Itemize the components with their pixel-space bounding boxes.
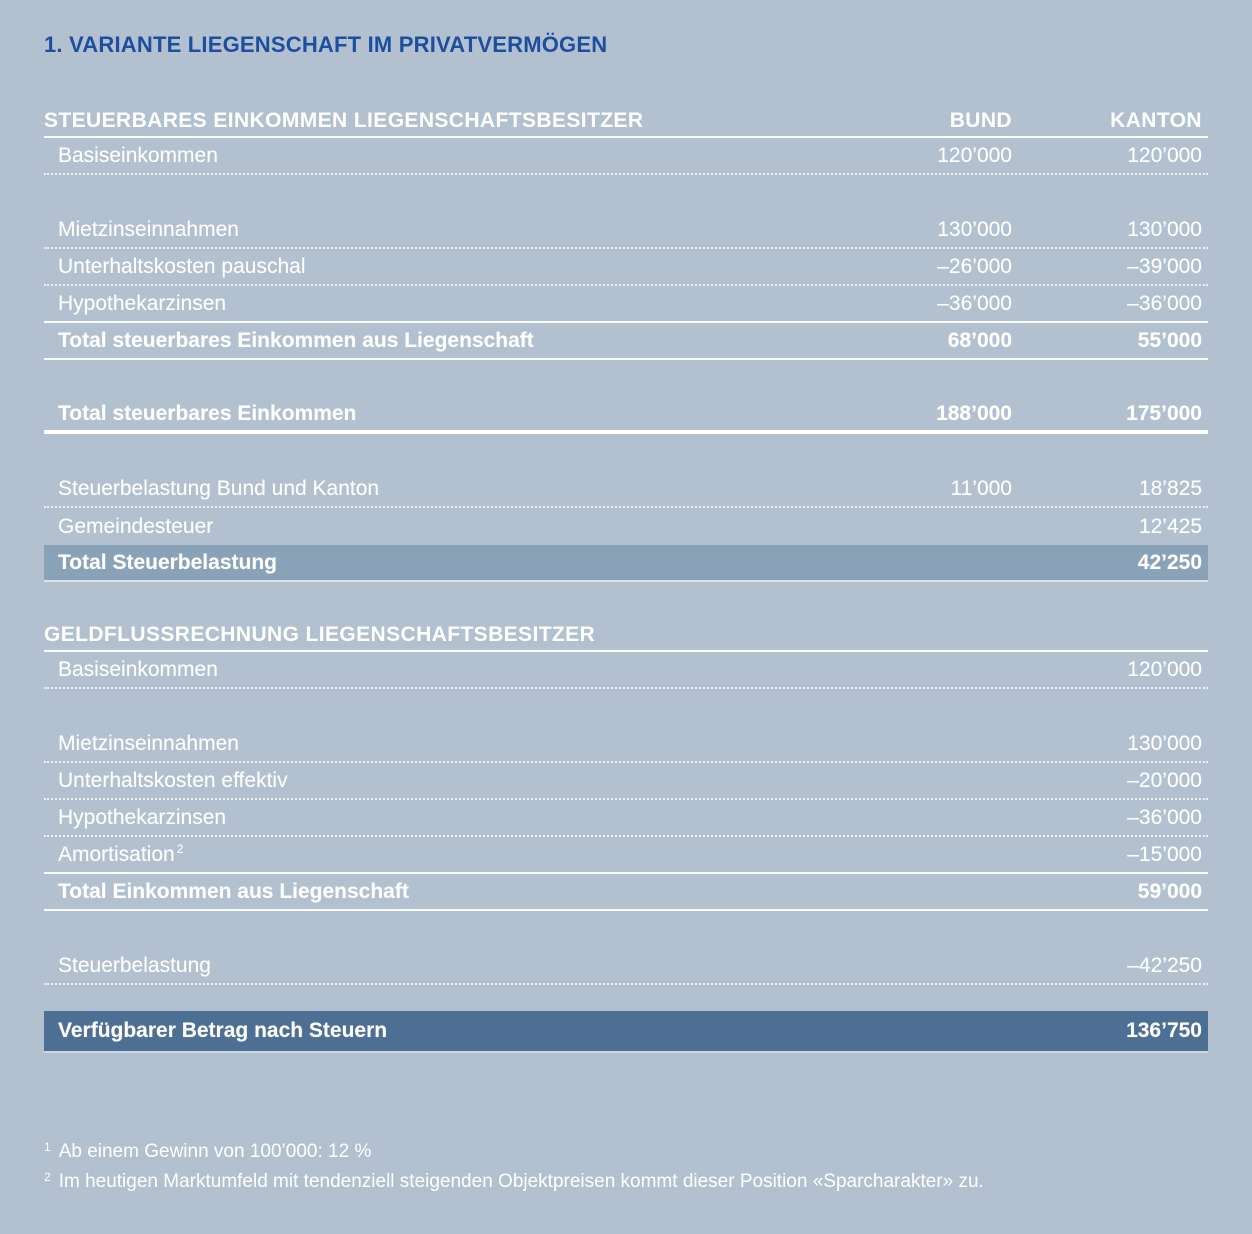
footnote: $^1$ Ab einem Gewinn von 100’000: 12 %: [44, 1140, 372, 1162]
row-value-kanton: 130’000: [1127, 217, 1202, 241]
table-row: [44, 323, 1208, 360]
row-label: Basiseinkommen: [58, 143, 218, 167]
row-value-kanton: –36’000: [1127, 805, 1202, 829]
row-value-kanton: –42’250: [1127, 953, 1202, 977]
row-label: Unterhaltskosten pauschal: [58, 254, 306, 278]
row-value-bund: –36’000: [937, 291, 1012, 315]
row-label: Total steuerbares Einkommen: [58, 401, 357, 425]
row-value-kanton: 120’000: [1127, 143, 1202, 167]
table-row: [44, 911, 1208, 948]
table-row: [44, 985, 1208, 1011]
table-header: [44, 622, 1208, 652]
row-value-bund: 11’000: [950, 476, 1012, 500]
row-value-bund: –26’000: [937, 254, 1012, 278]
row-value-bund: 130’000: [937, 217, 1012, 241]
row-value-kanton: –15’000: [1127, 842, 1202, 866]
row-label: Amortisation $^2$: [58, 841, 184, 866]
row-label: Basiseinkommen: [58, 657, 218, 681]
row-label: Total steuerbares Einkommen aus Liegenschaft: [58, 328, 534, 352]
table-row: [44, 948, 1208, 985]
table-body: [44, 138, 1208, 582]
table-body: [44, 652, 1208, 1053]
table-cashflow: [44, 622, 1208, 1053]
table-row: [44, 508, 1208, 545]
table-row: [44, 837, 1208, 874]
column-header-kanton: KANTON: [1110, 109, 1202, 132]
row-value-kanton: 18’825: [1138, 476, 1202, 500]
footnote-marker: 2: [176, 841, 184, 856]
row-label: [44, 367, 828, 391]
footnotes: [44, 1137, 1208, 1197]
footnote-text: Im heutigen Marktumfeld mit tendenziell steigenden Objektpreisen kommt dieser Position «Sparcharakter» zu.: [58, 1171, 984, 1192]
row-label: Mietzinseinnahmen: [58, 731, 239, 755]
row-label: Gemeindesteuer: [58, 514, 214, 538]
table-row: [44, 545, 1208, 582]
table-title: STEUERBARES EINKOMMEN LIEGENSCHAFTSBESITZER: [44, 109, 644, 132]
row-value-kanton: 12’425: [1138, 514, 1202, 538]
row-label: Total Einkommen aus Liegenschaft: [58, 879, 409, 903]
row-label: Unterhaltskosten effektiv: [58, 768, 288, 792]
table-row: [44, 249, 1208, 286]
row-value-kanton: 120’000: [1127, 657, 1202, 681]
table-row: [44, 175, 1208, 212]
row-label: Hypothekarzinsen: [58, 291, 227, 315]
row-label: Hypothekarzinsen: [58, 805, 227, 829]
table-row: [44, 652, 1208, 689]
row-label: [44, 696, 828, 720]
table-row: [44, 689, 1208, 726]
page-title: 1. VARIANTE LIEGENSCHAFT IM PRIVATVERMÖGEN: [44, 32, 608, 57]
row-label: Steuerbelastung Bund und Kanton: [58, 476, 380, 500]
row-label: [44, 441, 828, 465]
footnote: $^2$ Im heutigen Marktumfeld mit tendenziell steigenden Objektpreisen kommt dieser Position «Sparcharakter» zu.: [44, 1170, 984, 1192]
row-value-bund: 120’000: [937, 143, 1012, 167]
table-row: [44, 800, 1208, 837]
row-label: Mietzinseinnahmen: [58, 217, 239, 241]
row-value-kanton: 55’000: [1137, 328, 1202, 352]
row-value-kanton: 130’000: [1127, 731, 1202, 755]
row-label: [44, 986, 828, 1010]
table-row: [44, 360, 1208, 397]
row-value-bund: 188’000: [936, 401, 1012, 425]
row-label: Steuerbelastung: [58, 953, 211, 977]
table-row: [44, 874, 1208, 911]
row-value-kanton: 175’000: [1126, 401, 1202, 425]
table-row: [44, 286, 1208, 323]
table-row: [44, 138, 1208, 175]
row-value-kanton: –36’000: [1127, 291, 1202, 315]
table-taxable-income: [44, 108, 1208, 582]
row-value-kanton: 136’750: [1126, 1019, 1202, 1042]
row-value-kanton: 59’000: [1137, 879, 1202, 903]
row-label: Verfügbarer Betrag nach Steuern: [58, 1019, 388, 1042]
table-row: [44, 212, 1208, 249]
row-label: Total Steuerbelastung: [58, 550, 277, 574]
table-header: [44, 108, 1208, 138]
row-value-bund: 68’000: [947, 328, 1012, 352]
row-label: [44, 918, 828, 942]
table-row: [44, 471, 1208, 508]
footnote-text: Ab einem Gewinn von 100’000: 12 %: [58, 1141, 372, 1162]
row-value-kanton: 42’250: [1137, 550, 1202, 574]
row-label: [44, 182, 828, 206]
table-row: [44, 397, 1208, 434]
column-header-bund: BUND: [949, 109, 1012, 132]
table-title: GELDFLUSSRECHNUNG LIEGENSCHAFTSBESITZER: [44, 623, 596, 646]
table-row: [44, 726, 1208, 763]
table-row: [44, 434, 1208, 471]
row-value-kanton: –20’000: [1127, 768, 1202, 792]
table-row: [44, 1011, 1208, 1053]
table-row: [44, 763, 1208, 800]
row-value-kanton: –39’000: [1127, 254, 1202, 278]
